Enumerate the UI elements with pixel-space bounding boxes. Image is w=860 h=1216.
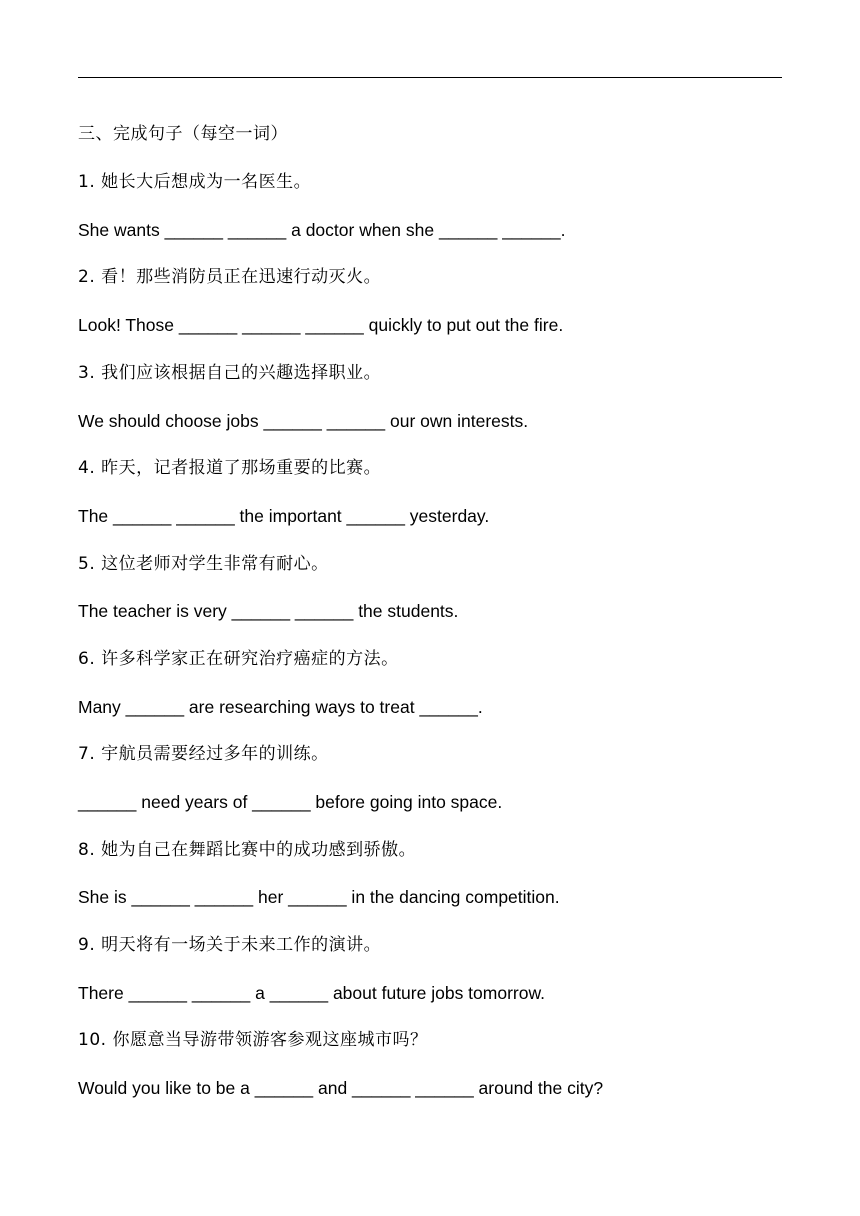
question-7-chinese: 7. 宇航员需要经过多年的训练。 (78, 744, 329, 764)
question-3-english: We should choose jobs ______ ______ our own interests. (78, 411, 529, 431)
question-9-chinese: 9. 明天将有一场关于未来工作的演讲。 (78, 935, 382, 955)
question-2-chinese: 2. 看！那些消防员正在迅速行动灭火。 (78, 267, 382, 287)
question-4-chinese: 4. 昨天，记者报道了那场重要的比赛。 (78, 458, 382, 478)
question-2-english: Look! Those ______ ______ ______ quickly to put out the fire. (78, 315, 564, 335)
question-10-english: Would you like to be a ______ and ______ ______ around the city? (78, 1078, 604, 1098)
question-4-english: The ______ ______ the important ______ yesterday. (78, 506, 490, 526)
question-6-english: Many ______ are researching ways to treat ______. (78, 697, 483, 717)
section-title: 三、完成句子（每空一词） (78, 124, 288, 144)
question-9-english: There ______ ______ a ______ about future jobs tomorrow. (78, 983, 546, 1003)
question-3-chinese: 3. 我们应该根据自己的兴趣选择职业。 (78, 363, 382, 383)
question-5-chinese: 5. 这位老师对学生非常有耐心。 (78, 554, 329, 574)
question-1-chinese: 1. 她长大后想成为一名医生。 (78, 172, 312, 192)
question-8-chinese: 8. 她为自己在舞蹈比赛中的成功感到骄傲。 (78, 840, 417, 860)
question-10-chinese: 10. 你愿意当导游带领游客参观这座城市吗？ (78, 1030, 428, 1050)
question-1-english: She wants ______ ______ a doctor when she ______ ______. (78, 220, 566, 240)
question-8-english: She is ______ ______ her ______ in the dancing competition. (78, 887, 560, 907)
question-7-english: ______ need years of ______ before going into space. (78, 792, 503, 812)
question-6-chinese: 6. 许多科学家正在研究治疗癌症的方法。 (78, 649, 399, 669)
header-rule (78, 77, 782, 78)
question-5-english: The teacher is very ______ ______ the students. (78, 601, 459, 621)
